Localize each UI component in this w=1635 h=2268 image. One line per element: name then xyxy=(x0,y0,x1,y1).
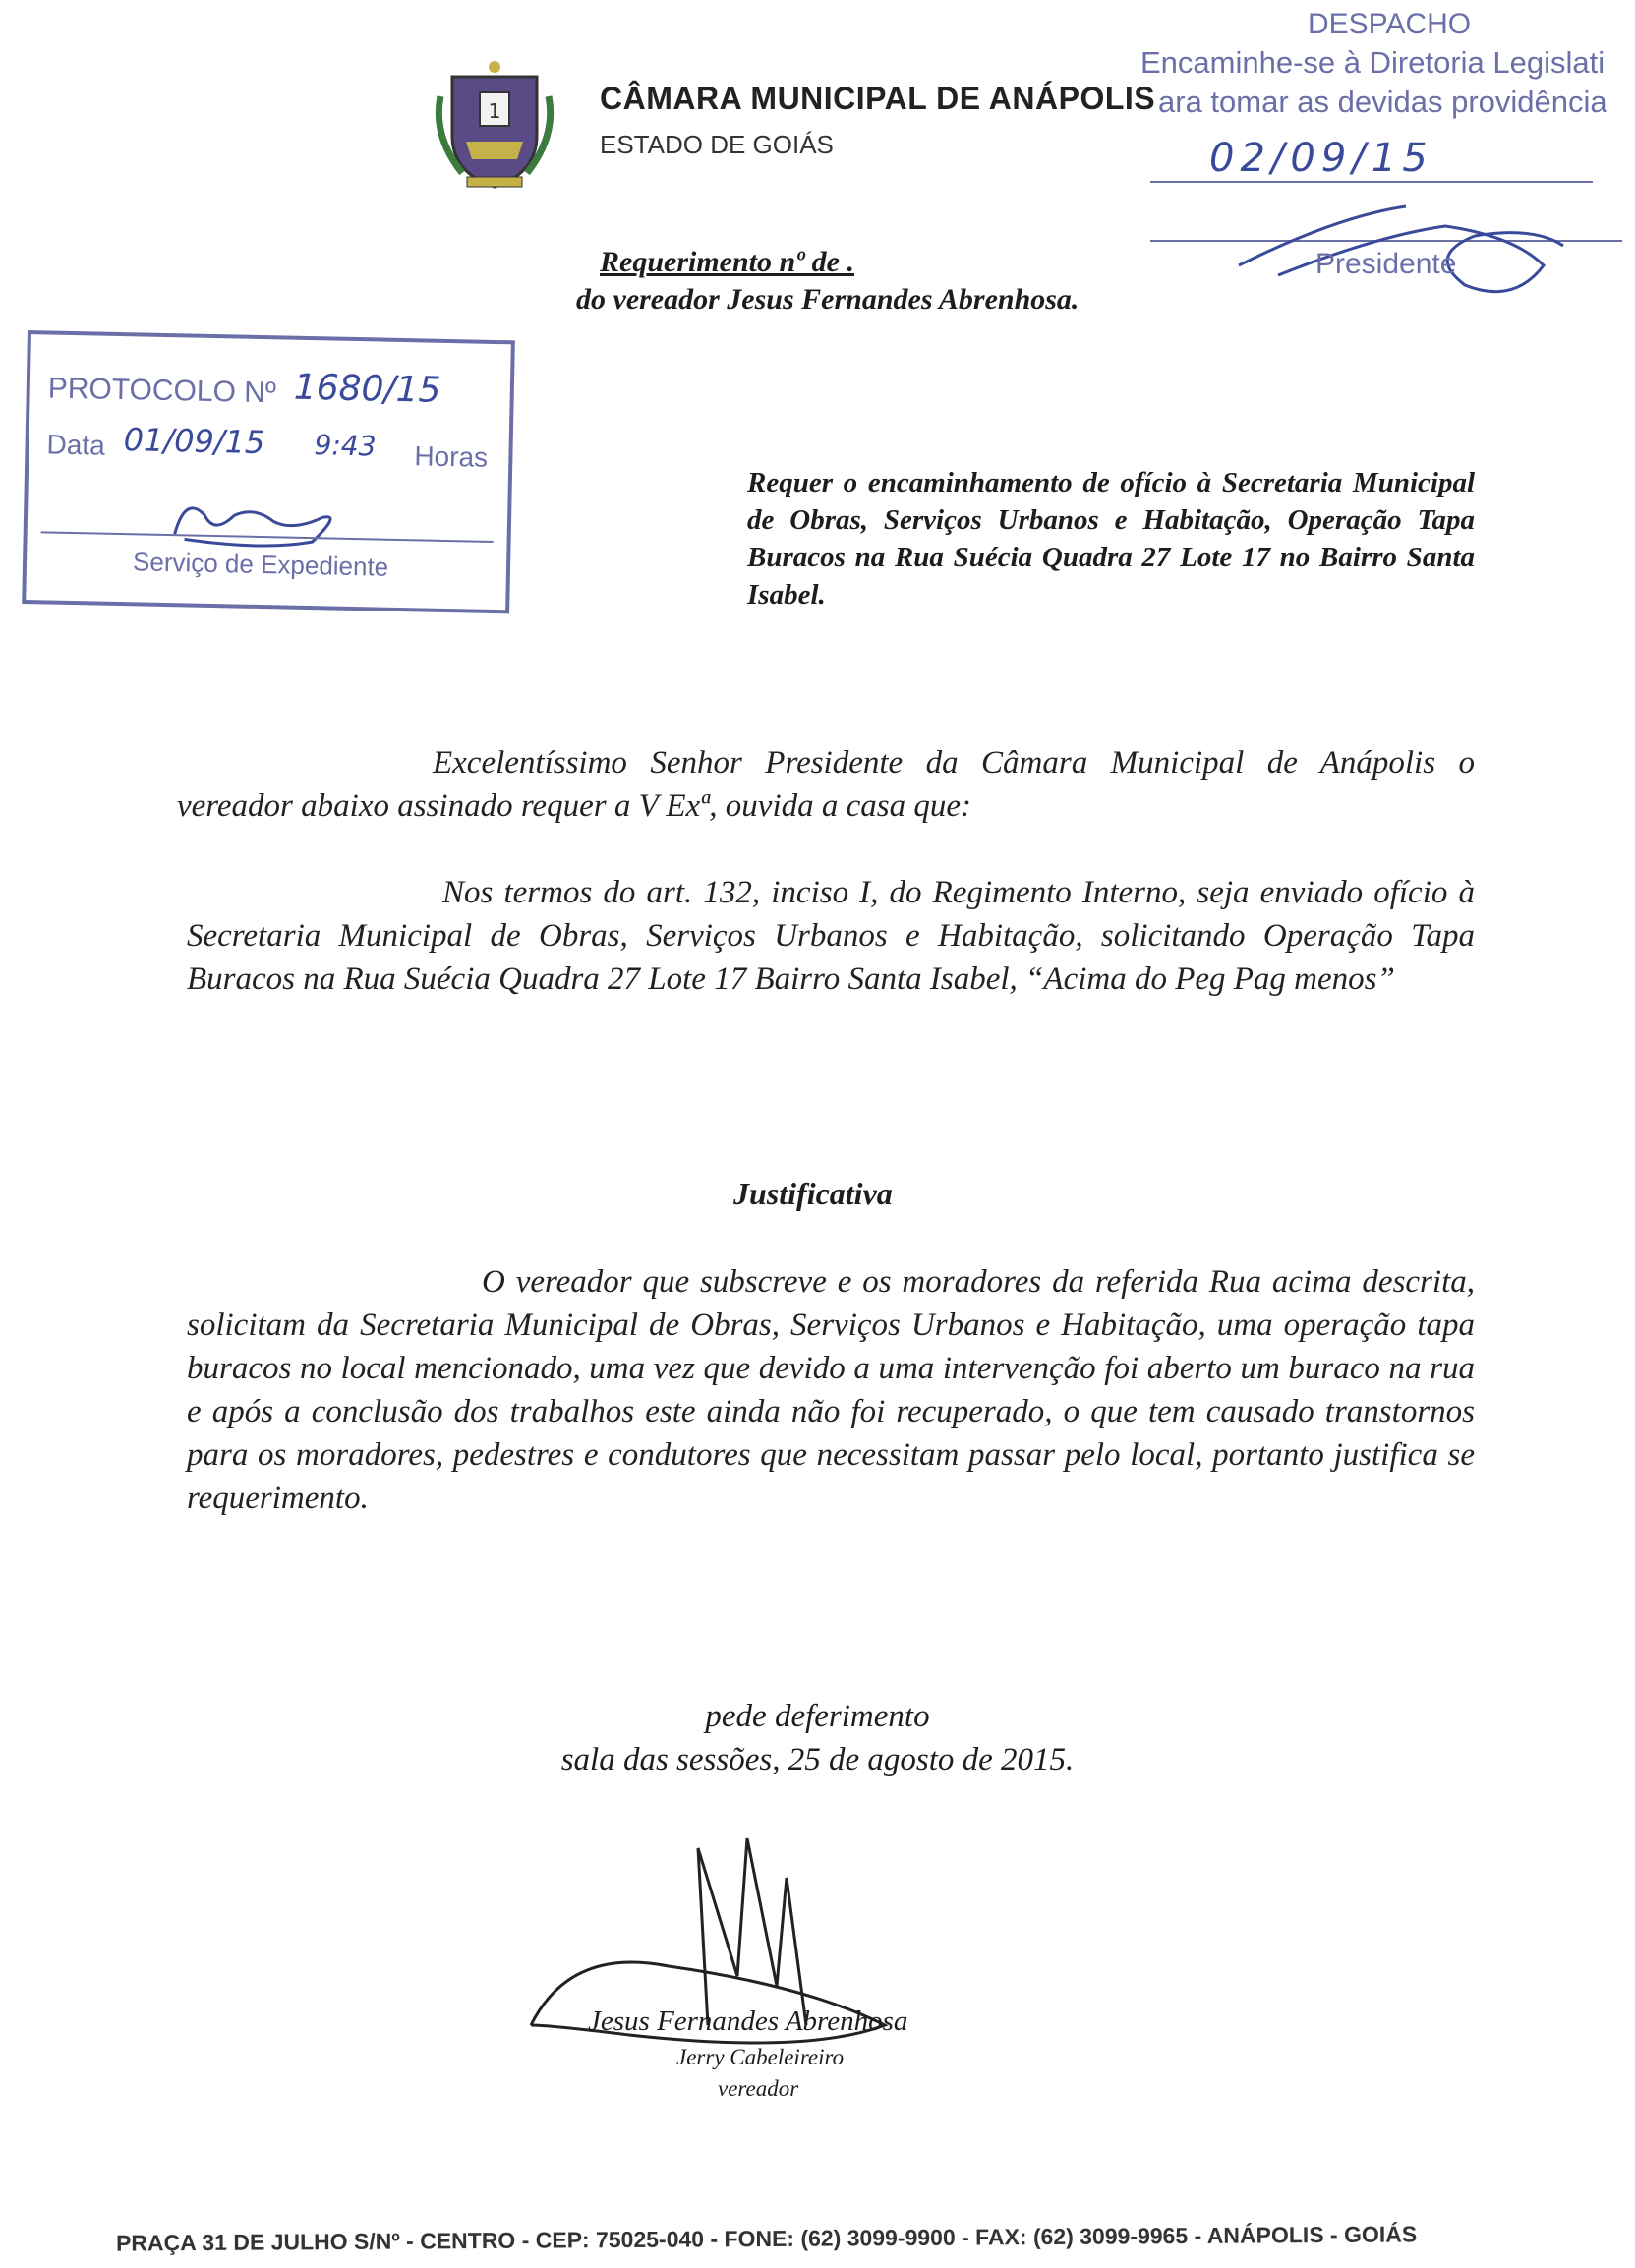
closing-line-2: sala das sessões, 25 de agosto de 2015. xyxy=(560,1742,1075,1777)
despacho-stamp-title: DESPACHO xyxy=(1308,8,1472,40)
municipal-crest-icon xyxy=(433,57,556,193)
protocolo-number: 1680/15 xyxy=(293,367,441,411)
protocolo-hours-label: Horas xyxy=(414,440,489,473)
protocolo-service-label: Serviço de Expediente xyxy=(132,547,389,582)
author-name: Jesus Fernandes Abrenhosa xyxy=(588,2006,908,2037)
intro-paragraph xyxy=(177,741,1475,828)
organization-state: ESTADO DE GOIÁS xyxy=(600,130,834,159)
request-text: Nos termos do art. 132, inciso I, do Regimento Interno, seja enviado ofício à Secretaria Municipal de Obras, Serviços Urbanos e Habitação, solicitando Operação Tapa Buracos na Rua Suécia Quadra 27 Lote 17 Bairro Santa Isabel, “Acima do Peg Pag menos” xyxy=(187,875,1475,997)
expediente-signature-icon xyxy=(145,485,362,558)
intro-text: Excelentíssimo Senhor Presidente da Câmara Municipal de Anápolis o vereador abaixo assinado requer a V Exª, ouvida a casa que: xyxy=(177,745,1475,824)
protocolo-date: 01/09/15 xyxy=(123,421,265,462)
despacho-stamp-line2: ara tomar as devidas providência xyxy=(1158,85,1607,119)
protocolo-hour: 9:43 xyxy=(314,429,377,463)
request-paragraph xyxy=(187,871,1475,1001)
author-role: vereador xyxy=(718,2076,799,2101)
justification-paragraph xyxy=(187,1260,1475,1520)
justification-text: O vereador que subscreve e os moradores da referida Rua acima descrita, solicitam da Secretaria Municipal de Obras, Serviços Urbanos e Habitação, uma operação tapa buracos no local mencionado, uma vez que devido a uma intervenção foi aberto um buraco na rua e após a conclusão dos trabalhos este ainda não foi recuperado, o que tem causado transtornos para os moradores, pedestres e condutores que necessitam passar pelo local, portanto justifica se requerimento. xyxy=(187,1264,1475,1516)
footer-address: PRAÇA 31 DE JULHO S/Nº - CENTRO - CEP: 75025-040 - FONE: (62) 3099-9900 - FAX: (62) 3099-9965 - ANÁPOLIS - GOIÁS xyxy=(115,2221,1418,2256)
despacho-signer-label: Presidente xyxy=(1315,248,1457,280)
author-nickname: Jerry Cabeleireiro xyxy=(676,2045,845,2069)
protocolo-stamp xyxy=(22,330,515,613)
protocolo-date-label: Data xyxy=(46,429,106,461)
requerimento-author: do vereador Jesus Fernandes Abrenhosa. xyxy=(576,283,1080,316)
protocolo-label: PROTOCOLO Nº xyxy=(47,372,277,410)
organization-name: CÂMARA MUNICIPAL DE ANÁPOLIS xyxy=(600,81,1156,116)
despacho-date: 02/09/15 xyxy=(1209,136,1433,181)
closing-line-1: pede deferimento xyxy=(705,1699,930,1734)
justification-title: Justificativa xyxy=(733,1176,893,1211)
svg-text:1: 1 xyxy=(488,99,501,123)
request-summary: Requer o encaminhamento de ofício à Secretaria Municipal de Obras, Serviços Urbanos e Habitação, Operação Tapa Buracos na Rua Suécia Quadra 27 Lote 17 no Bairro Santa Isabel. xyxy=(747,467,1475,611)
requerimento-title: Requerimento nº de . xyxy=(600,246,854,278)
despacho-stamp-line1: Encaminhe-se à Diretoria Legislati xyxy=(1140,45,1606,80)
